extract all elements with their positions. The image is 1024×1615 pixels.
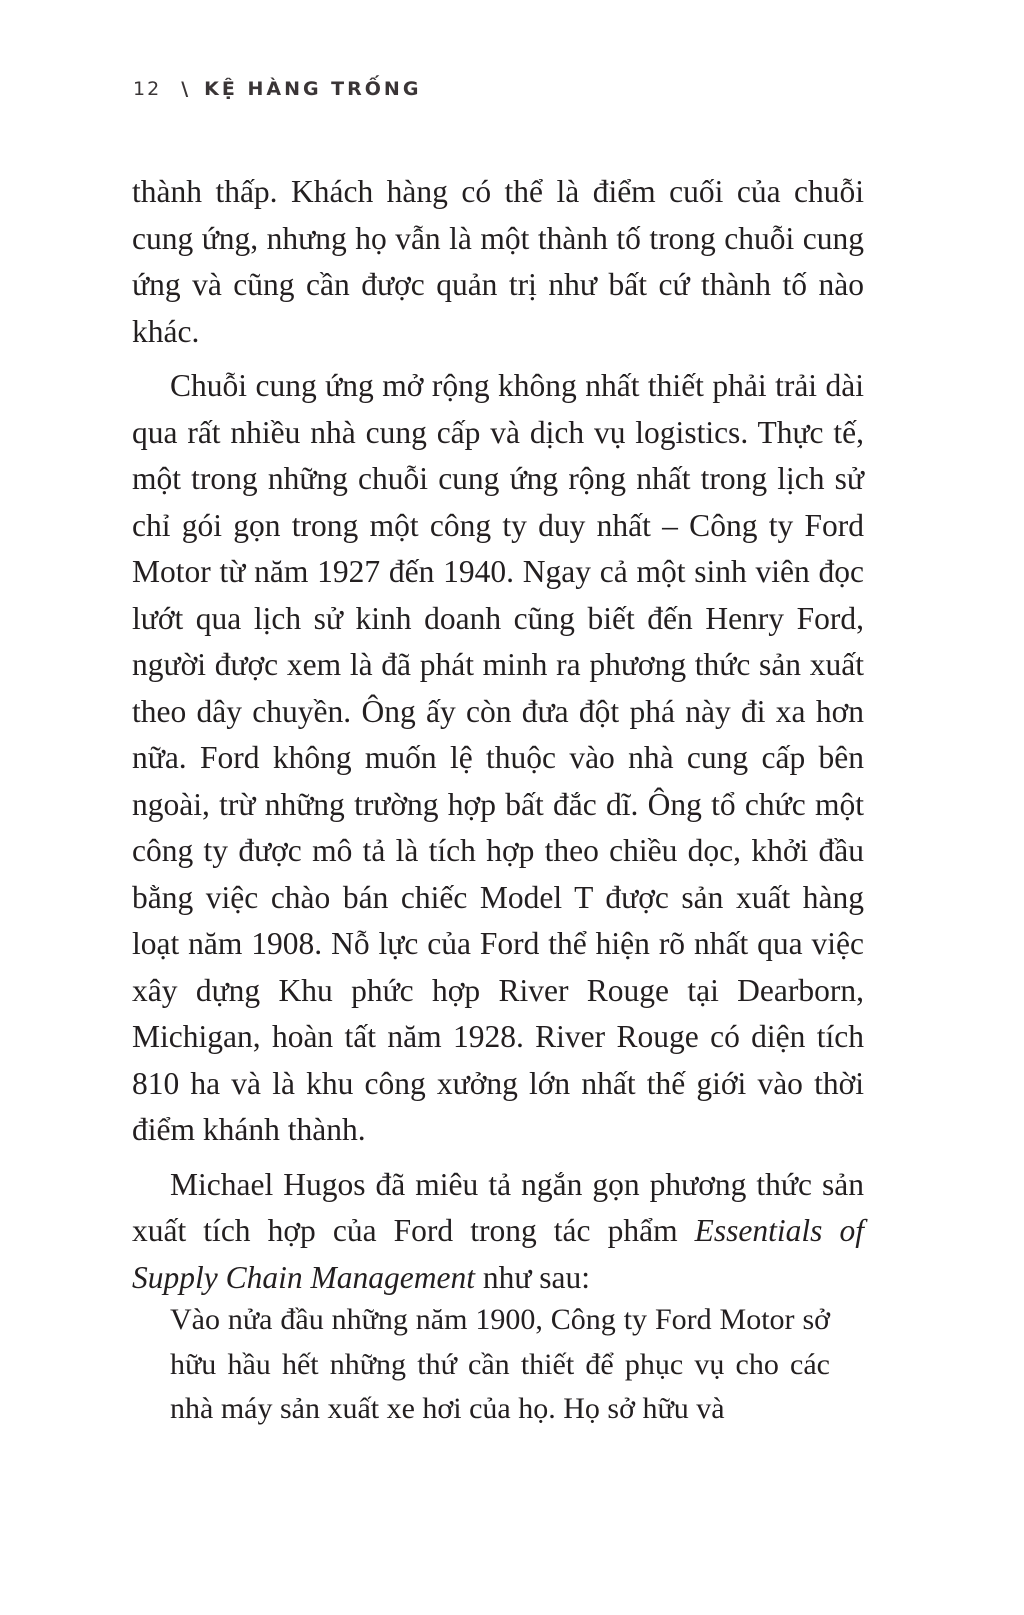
header-separator: \	[181, 78, 191, 100]
block-quote	[170, 1298, 830, 1432]
cited-book-title: Essentials of Supply Chain Management	[132, 1213, 864, 1295]
body-text	[132, 169, 864, 1309]
block-quote-text: Vào nửa đầu những năm 1900, Công ty Ford Motor sở hữu hầu hết những thứ cần thiết để phục vụ cho các nhà máy sản xuất xe hơi của họ. Họ sở hữu và	[170, 1303, 830, 1425]
paragraph-continued: thành thấp. Khách hàng có thể là điểm cuối của chuỗi cung ứng, nhưng họ vẫn là một thành tố trong chuỗi cung ứng và cũng cần được quản trị như bất cứ thành tố nào khác.	[132, 174, 864, 349]
running-title: KỆ HÀNG TRỐNG	[204, 78, 422, 100]
paragraph-hugos	[132, 1162, 864, 1302]
paragraph-ford: Chuỗi cung ứng mở rộng không nhất thiết phải trải dài qua rất nhiều nhà cung cấp và dịch vụ logistics. Thực tế, một trong những chuỗi cung ứng rộng nhất trong lịch sử chỉ gói gọn trong một công ty duy nhất – Công ty Ford Motor từ năm 1927 đến 1940. Ngay cả một sinh viên đọc lướt qua lịch sử kinh doanh cũng biết đến Henry Ford, người được xem là đã phát minh ra phương thức sản xuất theo dây chuyền. Ông ấy còn đưa đột phá này đi xa hơn nữa. Ford không muốn lệ thuộc vào nhà cung cấp bên ngoài, trừ những trường hợp bất đắc dĩ. Ông tổ chức một công ty được mô tả là tích hợp theo chiều dọc, khởi đầu bằng việc chào bán chiếc Model T được sản xuất hàng loạt năm 1908. Nỗ lực của Ford thể hiện rõ nhất qua việc xây dựng Khu phức hợp River Rouge tại Dearborn, Michigan, hoàn tất năm 1928. River Rouge có diện tích 810 ha và là khu công xưởng lớn nhất thế giới vào thời điểm khánh thành.	[132, 368, 864, 1147]
running-header	[133, 78, 421, 100]
page-number: 12	[133, 78, 162, 100]
paragraph-hugos-lead: Michael Hugos đã miêu tả ngắn gọn phương thức sản xuất tích hợp của Ford trong tác phẩm	[132, 1166, 864, 1248]
paragraph-hugos-tail: như sau:	[474, 1259, 591, 1295]
